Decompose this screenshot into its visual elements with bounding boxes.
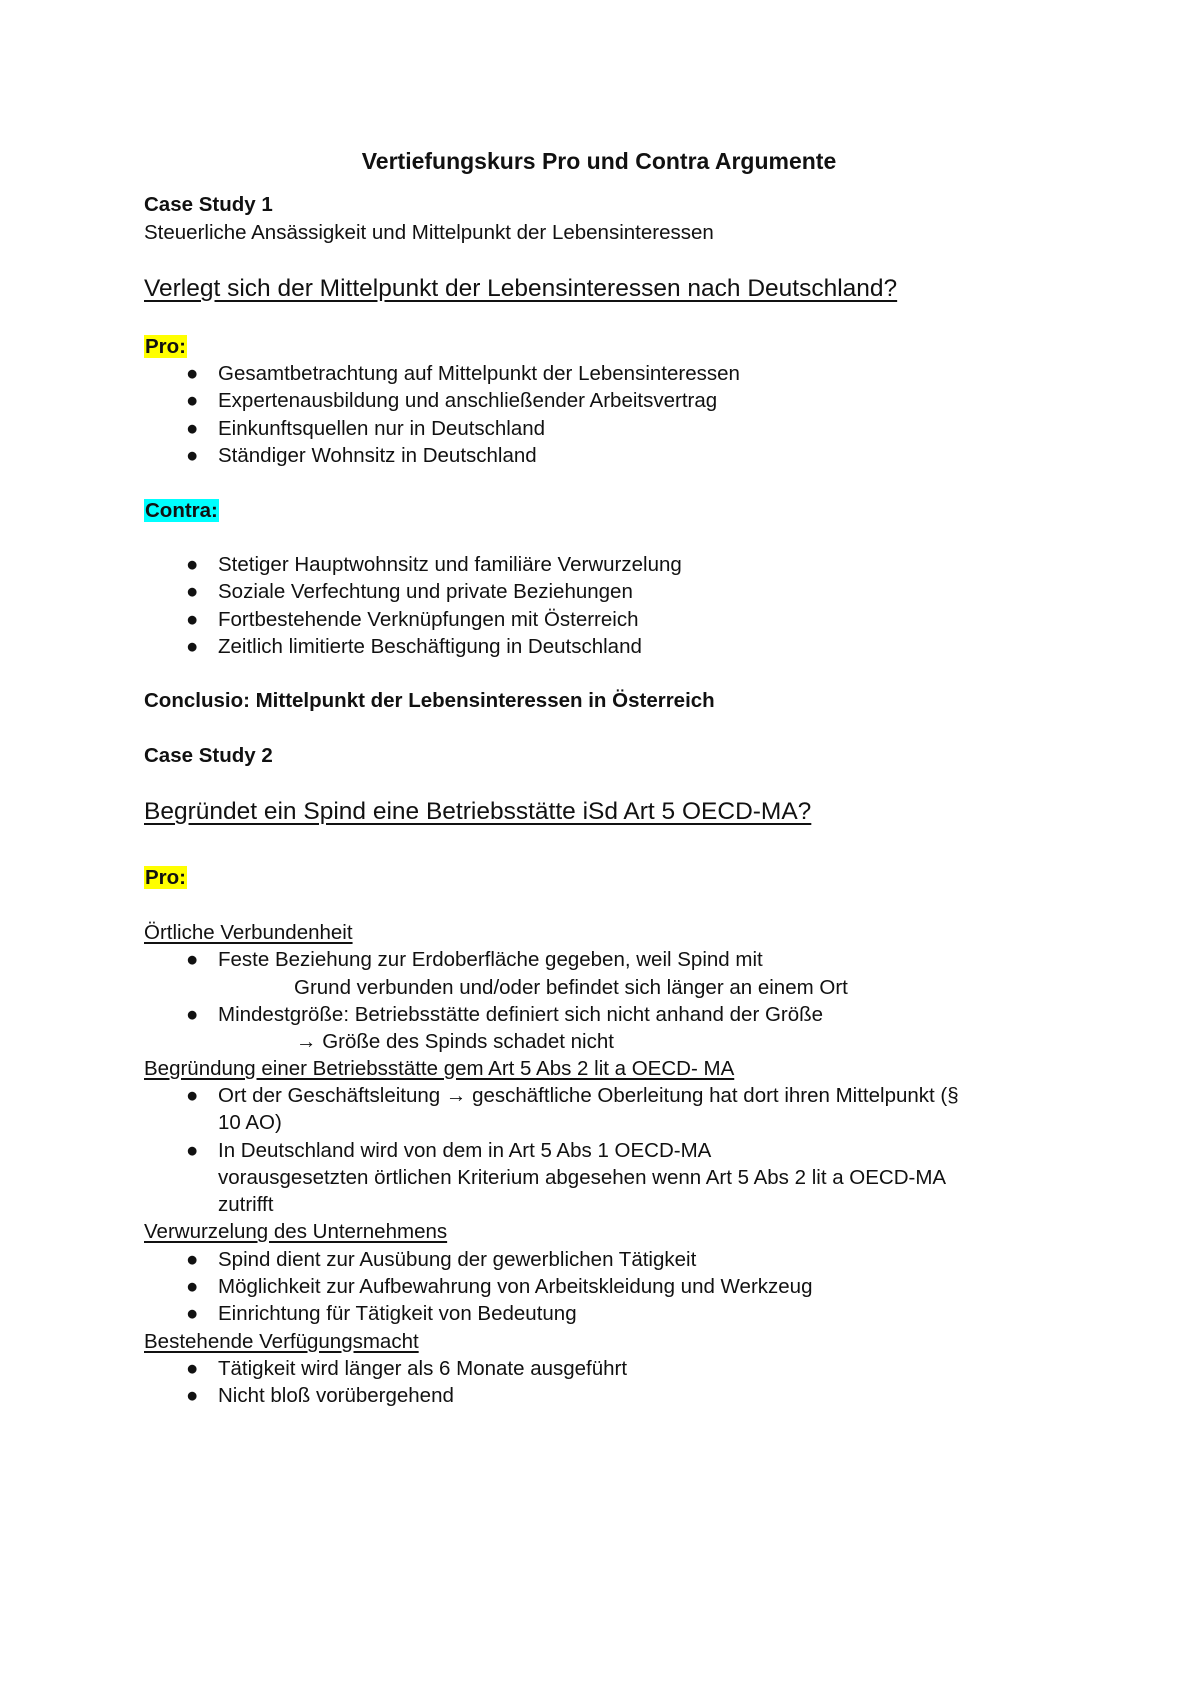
case2-sec1-item: Mindestgröße: Betriebsstätte definiert sich nicht anhand der Größe	[218, 1003, 824, 1026]
case1-pro-item: Gesamtbetrachtung auf Mittelpunkt der Lebensinteressen	[218, 362, 740, 385]
bullet-icon: ●	[186, 1302, 199, 1325]
bullet-icon: ●	[186, 1357, 199, 1380]
bullet-icon: ●	[186, 417, 199, 440]
case2-sec1-item: Feste Beziehung zur Erdoberfläche gegeben, weil Spind mit	[218, 948, 763, 971]
case2-sec4-item: Tätigkeit wird länger als 6 Monate ausgeführt	[218, 1357, 628, 1380]
case1-contra-item: Stetiger Hauptwohnsitz und familiäre Verwurzelung	[218, 553, 682, 576]
bullet-icon: ●	[186, 1084, 199, 1107]
case1-pro-label-wrap	[144, 335, 187, 359]
bullet-icon: ●	[186, 362, 199, 385]
bullet-icon: ●	[186, 1384, 199, 1407]
case2-sec1-item-cont: Grund verbunden und/oder befindet sich länger an einem Ort	[294, 976, 848, 999]
case2-section-title: Verwurzelung des Unternehmens	[144, 1220, 448, 1243]
case1-pro-item: Expertenausbildung und anschließender Arbeitsvertrag	[218, 389, 718, 412]
bullet-icon: ●	[186, 444, 199, 467]
case1-conclusion: Conclusio: Mittelpunkt der Lebensinteressen in Österreich	[144, 689, 715, 712]
case2-sec2-item-cont: 10 AO)	[218, 1111, 282, 1134]
bullet-icon: ●	[186, 1248, 199, 1271]
case1-contra-label-wrap	[144, 499, 219, 523]
document-title: Vertiefungskurs Pro und Contra Argumente	[361, 148, 837, 174]
case1-contra-item: Fortbestehende Verknüpfungen mit Österreich	[218, 608, 639, 631]
case2-pro-label: Pro:	[145, 866, 186, 889]
bullet-icon: ●	[186, 608, 199, 631]
case2-question: Begründet ein Spind eine Betriebsstätte iSd Art 5 OECD-MA?	[144, 798, 812, 825]
case2-sec2-item: In Deutschland wird von dem in Art 5 Abs 1 OECD-MA	[218, 1139, 712, 1162]
case2-sec2-item: Ort der Geschäftsleitung → geschäftliche Oberleitung hat dort ihren Mittelpunkt (§	[218, 1084, 959, 1107]
bullet-icon: ●	[186, 580, 199, 603]
case2-sec2-item-cont: vorausgesetzten örtlichen Kriterium abgesehen wenn Art 5 Abs 2 lit a OECD-MA	[218, 1166, 947, 1189]
case1-heading: Case Study 1	[144, 193, 273, 216]
case2-sec3-item: Einrichtung für Tätigkeit von Bedeutung	[218, 1302, 577, 1325]
bullet-icon: ●	[186, 1003, 199, 1026]
bullet-icon: ●	[186, 1275, 199, 1298]
bullet-icon: ●	[186, 1139, 199, 1162]
case2-sec3-item: Möglichkeit zur Aufbewahrung von Arbeitskleidung und Werkzeug	[218, 1275, 813, 1298]
case1-subtitle: Steuerliche Ansässigkeit und Mittelpunkt der Lebensinteressen	[144, 221, 714, 244]
case2-sec1-item-cont: → Größe des Spinds schadet nicht	[296, 1030, 614, 1053]
case2-section-title: Örtliche Verbundenheit	[144, 921, 353, 944]
case2-sec4-item: Nicht bloß vorübergehend	[218, 1384, 454, 1407]
case1-pro-label: Pro:	[145, 335, 186, 358]
case2-section-title: Bestehende Verfügungsmacht	[144, 1330, 419, 1353]
case2-sec3-item: Spind dient zur Ausübung der gewerblichen Tätigkeit	[218, 1248, 697, 1271]
case1-pro-item: Ständiger Wohnsitz in Deutschland	[218, 444, 537, 467]
bullet-icon: ●	[186, 389, 199, 412]
case1-question: Verlegt sich der Mittelpunkt der Lebensinteressen nach Deutschland?	[144, 275, 898, 302]
case2-section-title: Begründung einer Betriebsstätte gem Art 5 Abs 2 lit a OECD- MA	[144, 1057, 735, 1080]
case1-contra-item: Soziale Verfechtung und private Beziehungen	[218, 580, 633, 603]
bullet-icon: ●	[186, 948, 199, 971]
case1-contra-item: Zeitlich limitierte Beschäftigung in Deutschland	[218, 635, 642, 658]
case2-sec2-item-cont: zutrifft	[218, 1193, 274, 1216]
case2-pro-label-wrap	[144, 866, 187, 890]
case1-contra-label: Contra:	[145, 499, 218, 522]
case2-heading: Case Study 2	[144, 744, 273, 767]
bullet-icon: ●	[186, 553, 199, 576]
case1-pro-item: Einkunftsquellen nur in Deutschland	[218, 417, 546, 440]
bullet-icon: ●	[186, 635, 199, 658]
